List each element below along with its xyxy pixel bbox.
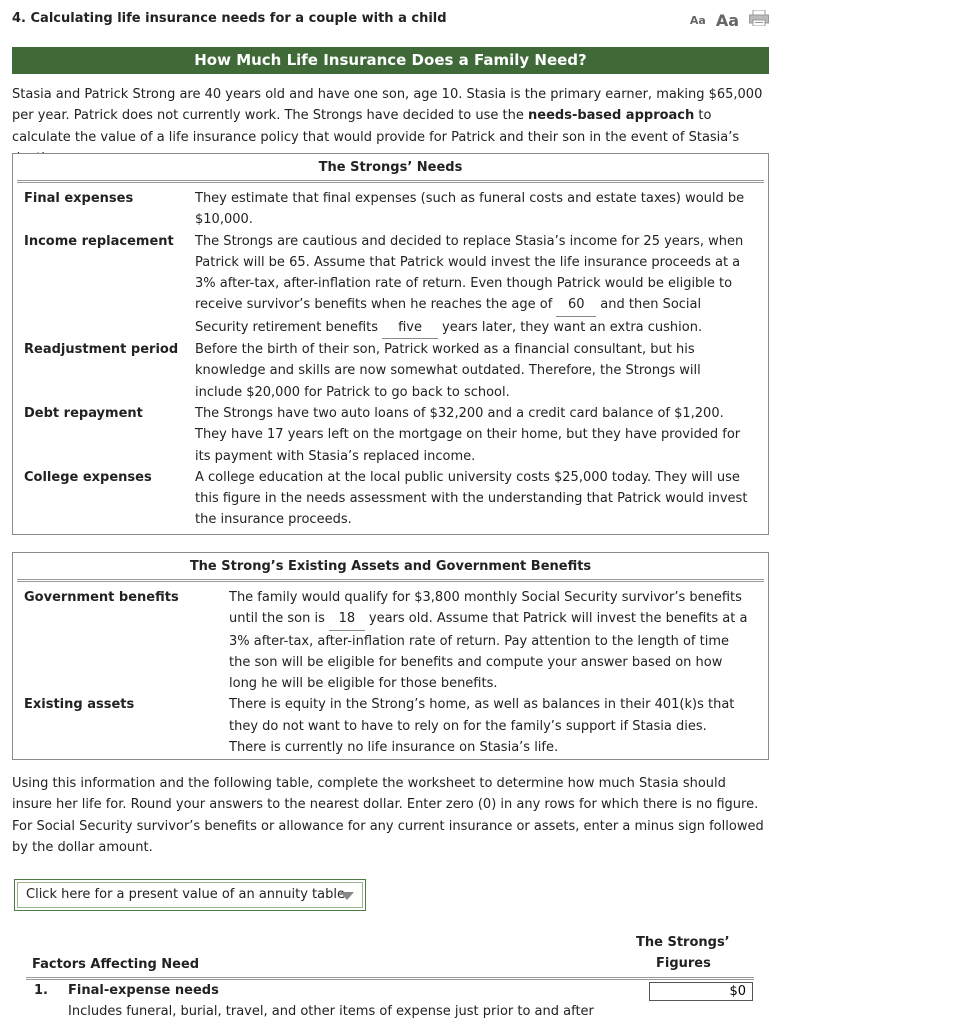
chevron-down-icon bbox=[340, 892, 354, 900]
question-title: 4. Calculating life insurance needs for a couple with a child bbox=[12, 11, 447, 26]
annuity-table-label: Click here for a present value of an annuity table bbox=[26, 887, 345, 902]
income-text-2: and then Social Security retirement benefits bbox=[195, 297, 702, 335]
debt-repayment-row bbox=[13, 403, 768, 467]
income-text-1: The Strongs are cautious and decided to replace Stasia’s income for 25 years, when Patrick will be 65. Assume that Patrick would invest the life insurance proceeds at a 3% after-tax, after-inflation rate of return. Even though Patrick would be eligible to receive survivor’s benefits when he reaches the age of bbox=[195, 233, 744, 313]
assets-title: The Strong’s Existing Assets and Government Benefits bbox=[189, 559, 592, 574]
text-tools bbox=[690, 10, 769, 30]
question-header bbox=[12, 10, 769, 30]
college-expenses-row bbox=[13, 467, 768, 531]
intro-text-2: to calculate the value of a life insurance policy that would provide for Patrick and their son in the event of Stasia’s bbox=[12, 108, 740, 145]
readjustment-label: Readjustment period bbox=[24, 342, 179, 358]
existing-assets-label: Existing assets bbox=[24, 697, 135, 713]
survivor-age-fill: 60 bbox=[556, 294, 596, 316]
income-replacement-text bbox=[195, 231, 745, 339]
print-icon[interactable] bbox=[749, 10, 769, 30]
final-expenses-label: Final expenses bbox=[24, 191, 134, 206]
instructions-paragraph: Using this information and the following table, complete the worksheet to determine how much Stasia should insure her life for. Round your answers to the nearest dollar. Enter zero (0) in any rows for which there is no figure. For Social Security survivor’s benefits or allowance for any current insurance or assets, enter a minus sign followed by the dollar amount. bbox=[12, 776, 764, 855]
final-expenses-text: They estimate that final expenses (such as funeral costs and estate taxes) would be $10,000. bbox=[195, 191, 745, 228]
worksheet-rule bbox=[26, 977, 754, 980]
existing-assets-row bbox=[13, 694, 768, 758]
son-age-fill: 18 bbox=[329, 608, 365, 630]
section-banner: How Much Life Insurance Does a Family Need? bbox=[12, 47, 769, 74]
row1-label: Final-expense needs bbox=[68, 983, 219, 998]
gov-text-1: The family would qualify for $3,800 monthly Social Security survivor’s benefits until the son is bbox=[229, 590, 742, 627]
figures-header-line2: Figures bbox=[656, 956, 711, 971]
readjustment-text: Before the birth of their son, Patrick worked as a financial consultant, but his knowledge and skills are now somewhat outdated. Therefore, the Strongs will include $20,000 for Patrick to go back to school. bbox=[195, 342, 701, 400]
factors-header: Factors Affecting Need bbox=[32, 957, 200, 972]
government-benefits-label: Government benefits bbox=[24, 590, 179, 605]
college-expenses-label: College expenses bbox=[24, 469, 152, 485]
annuity-table-dropdown[interactable] bbox=[14, 879, 366, 911]
assets-box bbox=[12, 552, 769, 760]
government-benefits-text bbox=[229, 587, 749, 694]
intro-bold: needs-based approach bbox=[528, 108, 695, 124]
retirement-years-fill: five bbox=[382, 317, 438, 339]
college-expenses-text: A college education at the local public university costs $25,000 today. They will use this figure in the needs assessment with the understanding that Patrick would invest the insurance proceeds. bbox=[195, 469, 748, 528]
annuity-table-select[interactable] bbox=[17, 882, 363, 908]
existing-assets-text: There is equity in the Strong’s home, as well as balances in their 401(k)s that they do not want to have to rely on for the family’s support if Stasia dies. There is currently no life insurance on Stasia’s life. bbox=[229, 697, 735, 756]
income-replacement-row bbox=[13, 231, 768, 339]
figures-header-line1: The Strongs’ bbox=[636, 935, 730, 950]
readjustment-row bbox=[13, 339, 768, 403]
font-size-large-button[interactable]: Aa bbox=[715, 10, 739, 30]
font-size-small-button[interactable]: Aa bbox=[689, 13, 706, 27]
needs-title: The Strongs’ Needs bbox=[318, 160, 463, 175]
final-expense-input[interactable] bbox=[649, 982, 753, 1001]
row1-number: 1. bbox=[34, 983, 48, 998]
debt-repayment-label: Debt repayment bbox=[24, 405, 143, 421]
income-replacement-label: Income replacement bbox=[24, 233, 174, 249]
debt-repayment-text: The Strongs have two auto loans of $32,200 and a credit card balance of $1,200. They have 17 years left on the mortgage on their home, but they have provided for its payment with Stasia’s replaced income. bbox=[195, 405, 741, 464]
row1-description: Includes funeral, burial, travel, and other items of expense just prior to and after bbox=[68, 1004, 594, 1019]
final-expenses-row bbox=[13, 188, 768, 231]
government-benefits-row bbox=[13, 587, 768, 694]
gov-text-2: years old. Assume that Patrick will invest the benefits at a 3% after-tax, after-inflation rate of return. Pay attention to the length of time the son will be eligible for benefits and compute your answer based on how long he will be eligible for those benefits. bbox=[229, 611, 748, 692]
needs-box bbox=[12, 153, 769, 535]
income-text-3: years later, they want an extra cushion. bbox=[442, 319, 703, 335]
intro-text-1: Stasia and Patrick Strong are 40 years old and have one son, age 10. Stasia is the primary earner, making $65,000 per year. Patrick does not currently work. The Strongs have decided to use the bbox=[12, 87, 763, 124]
